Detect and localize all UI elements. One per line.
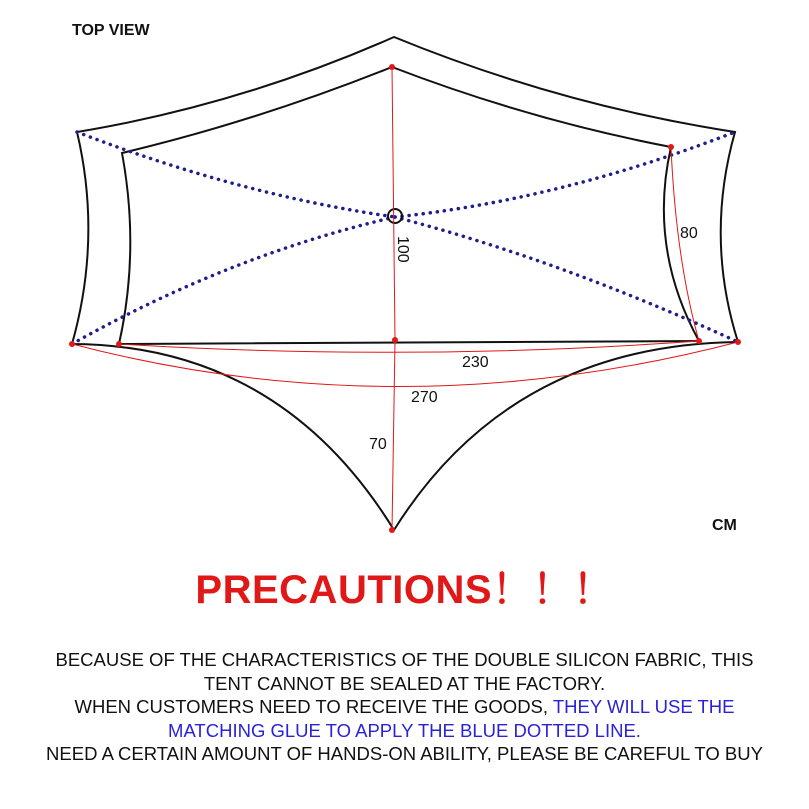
notice-line-caution: NEED A CERTAIN AMOUNT OF HANDS-ON ABILITY, PLEASE BE CAREFUL TO BUY [46, 743, 763, 764]
precautions-heading: PRECAUTIONS！！！ [195, 568, 614, 612]
anchor-points [69, 64, 741, 533]
notice-line-glue [40, 695, 769, 742]
outer-width-value: 270 [411, 389, 438, 406]
outer-width-line [72, 342, 738, 387]
front-depth-value: 70 [369, 436, 387, 453]
center-height-value: 100 [394, 236, 411, 263]
notice-glue-text: WHEN CUSTOMERS NEED TO RECEIVE THE GOODS, [74, 696, 553, 717]
view-label: TOP VIEW [72, 22, 150, 39]
outer-fly-outline [72, 37, 738, 530]
front-depth-line [392, 340, 395, 530]
side-height-value: 80 [680, 225, 698, 242]
notice-glue-highlight: THEY WILL USE THE MATCHING GLUE TO APPLY THE BLUE DOTTED LINE. [168, 696, 735, 741]
precautions-notice [40, 648, 769, 766]
dotted-seam-left-lower [72, 217, 395, 344]
notice-line-fabric: BECAUSE OF THE CHARACTERISTICS OF THE DOUBLE SILICON FABRIC, THIS TENT CANNOT BE SEALED AT THE FACTORY. [55, 649, 754, 694]
center-height-line [392, 67, 395, 340]
dotted-seam-right-upper [395, 132, 735, 217]
unit-label: CM [712, 517, 737, 534]
inner-width-value: 230 [462, 354, 489, 371]
